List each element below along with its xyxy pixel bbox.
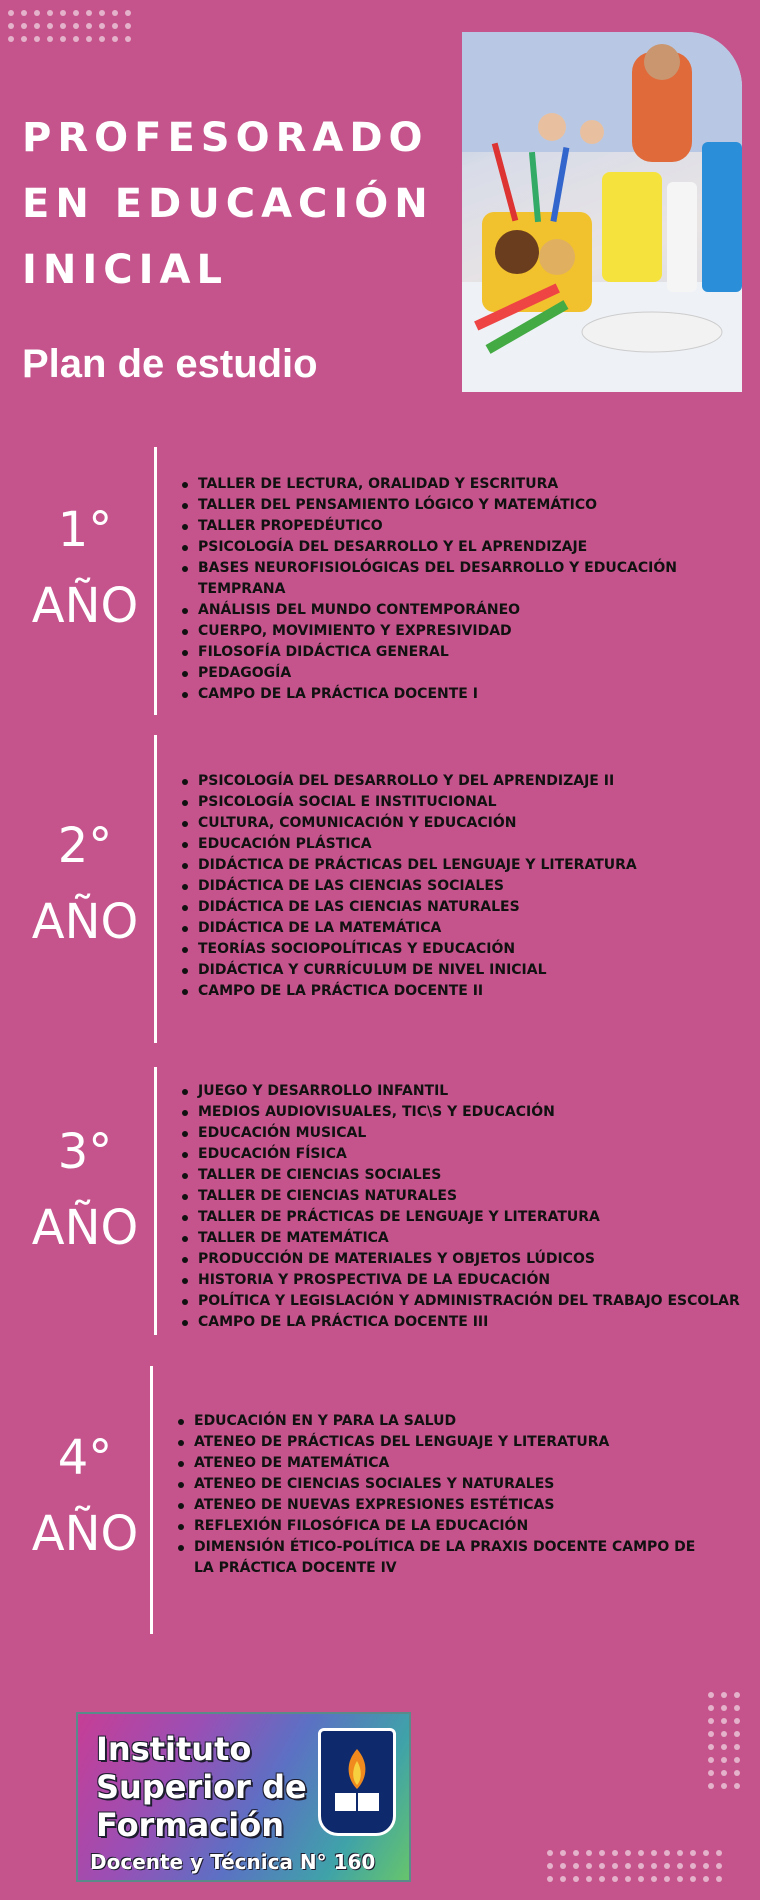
dot [721,1757,727,1763]
subject-item: ANÁLISIS DEL MUNDO CONTEMPORÁNEO [178,600,742,621]
dot [612,1850,618,1856]
dot [734,1692,740,1698]
dot [560,1863,566,1869]
dot [708,1770,714,1776]
subject-item: DIDÁCTICA DE PRÁCTICAS DEL LENGUAJE Y LITERATURA [178,855,742,876]
year-3-label: 3° AÑO [31,1124,139,1256]
dot [599,1876,605,1882]
dot [677,1850,683,1856]
dot [734,1770,740,1776]
subject-item: DIMENSIÓN ÉTICO-POLÍTICA DE LA PRAXIS DOCENTE CAMPO DE LA PRÁCTICA DOCENTE IV [174,1537,714,1579]
dot [625,1876,631,1882]
dot [47,10,53,16]
dot [8,23,14,29]
dot [703,1876,709,1882]
subject-item: DIDÁCTICA DE LAS CIENCIAS SOCIALES [178,876,742,897]
year-3-divider [154,1067,157,1335]
dot [21,36,27,42]
dot [708,1718,714,1724]
page-title [22,105,442,303]
dot [638,1850,644,1856]
subject-item: MEDIOS AUDIOVISUALES, TIC\S Y EDUCACIÓN [178,1102,748,1123]
subject-item: DIDÁCTICA DE LA MATEMÁTICA [178,918,742,939]
dot [708,1757,714,1763]
dot [625,1863,631,1869]
dot [677,1863,683,1869]
dot [86,23,92,29]
dot [734,1731,740,1737]
dot [21,10,27,16]
dot [34,23,40,29]
subject-item: DIDÁCTICA Y CURRÍCULUM DE NIVEL INICIAL [178,960,742,981]
dot [8,36,14,42]
subject-item: CAMPO DE LA PRÁCTICA DOCENTE II [178,981,742,1002]
dot [34,10,40,16]
logo-name: Instituto Superior de Formación [96,1730,307,1844]
dot [708,1731,714,1737]
subject-item: JUEGO Y DESARROLLO INFANTIL [178,1081,748,1102]
dot [651,1850,657,1856]
subject-item: ATENEO DE CIENCIAS SOCIALES Y NATURALES [174,1474,714,1495]
dot [599,1863,605,1869]
subject-item: PSICOLOGÍA DEL DESARROLLO Y DEL APRENDIZAJE II [178,771,742,792]
year-2-label: 2° AÑO [31,818,139,950]
dot [664,1876,670,1882]
dot [86,36,92,42]
dot [690,1850,696,1856]
dot [721,1692,727,1698]
dot [664,1850,670,1856]
dot [721,1718,727,1724]
dot [638,1863,644,1869]
dot [721,1705,727,1711]
dot [99,10,105,16]
subject-item: PEDAGOGÍA [178,663,742,684]
dot [73,23,79,29]
dot [690,1876,696,1882]
subject-item: EDUCACIÓN EN Y PARA LA SALUD [174,1411,714,1432]
subject-item: CULTURA, COMUNICACIÓN Y EDUCACIÓN [178,813,742,834]
institute-logo [76,1712,411,1882]
year-3-subject-list [178,1081,748,1333]
dot [547,1876,553,1882]
classroom-photo [462,32,742,392]
dot [599,1850,605,1856]
title-line-3: INICIAL [22,247,228,293]
dot [703,1863,709,1869]
dot [612,1876,618,1882]
year-1-label: 1° AÑO [31,502,139,634]
title-line-2: EN EDUCACIÓN [22,181,434,227]
dot [734,1705,740,1711]
dot [547,1863,553,1869]
dot [99,23,105,29]
subject-item: REFLEXIÓN FILOSÓFICA DE LA EDUCACIÓN [174,1516,714,1537]
subject-item: EDUCACIÓN MUSICAL [178,1123,748,1144]
subject-item: HISTORIA Y PROSPECTIVA DE LA EDUCACIÓN [178,1270,748,1291]
dot [716,1876,722,1882]
dot [60,36,66,42]
dot [47,36,53,42]
dot [34,36,40,42]
dot [560,1876,566,1882]
decorative-dots-bottom-right [547,1850,722,1882]
logo-subtitle: Docente y Técnica N° 160 [90,1850,376,1874]
dot [721,1744,727,1750]
dot [73,10,79,16]
dot [703,1850,709,1856]
subject-item: PSICOLOGÍA SOCIAL E INSTITUCIONAL [178,792,742,813]
dot [721,1770,727,1776]
subject-item: PSICOLOGÍA DEL DESARROLLO Y EL APRENDIZAJE [178,537,742,558]
subject-item: DIDÁCTICA DE LAS CIENCIAS NATURALES [178,897,742,918]
subject-item: TALLER DE MATEMÁTICA [178,1228,748,1249]
dot [721,1783,727,1789]
subject-item: POLÍTICA Y LEGISLACIÓN Y ADMINISTRACIÓN DEL TRABAJO ESCOLAR [178,1291,748,1312]
dot [47,23,53,29]
dot [125,10,131,16]
dot [86,10,92,16]
dot [708,1692,714,1698]
dot [677,1876,683,1882]
dot [708,1744,714,1750]
dot [73,36,79,42]
subject-item: EDUCACIÓN FÍSICA [178,1144,748,1165]
dot [651,1863,657,1869]
title-line-1: PROFESORADO [22,115,429,161]
dot [716,1850,722,1856]
subject-item: ATENEO DE PRÁCTICAS DEL LENGUAJE Y LITERATURA [174,1432,714,1453]
subject-item: CAMPO DE LA PRÁCTICA DOCENTE III [178,1312,748,1333]
dot [716,1863,722,1869]
year-1-subject-list [178,474,742,705]
subject-item: TALLER DEL PENSAMIENTO LÓGICO Y MATEMÁTICO [178,495,742,516]
dot [125,36,131,42]
year-1-divider [154,447,157,715]
dot [586,1876,592,1882]
subject-item: TALLER DE PRÁCTICAS DE LENGUAJE Y LITERATURA [178,1207,748,1228]
dot [638,1876,644,1882]
subject-item: TEORÍAS SOCIOPOLÍTICAS Y EDUCACIÓN [178,939,742,960]
dot [708,1705,714,1711]
dot [721,1731,727,1737]
dot [60,23,66,29]
dot [734,1744,740,1750]
subject-item: ATENEO DE MATEMÁTICA [174,1453,714,1474]
dot [734,1757,740,1763]
subject-item: TALLER DE LECTURA, ORALIDAD Y ESCRITURA [178,474,742,495]
subject-item: PRODUCCIÓN DE MATERIALES Y OBJETOS LÚDICOS [178,1249,748,1270]
subject-item: TALLER DE CIENCIAS NATURALES [178,1186,748,1207]
year-4-label: 4° AÑO [31,1430,139,1562]
dot [690,1863,696,1869]
dot [664,1863,670,1869]
dot [573,1850,579,1856]
subject-item: CUERPO, MOVIMIENTO Y EXPRESIVIDAD [178,621,742,642]
dot [112,23,118,29]
dot [8,10,14,16]
dot [547,1850,553,1856]
dot [708,1783,714,1789]
page-subtitle: Plan de estudio [22,342,318,386]
subject-item: EDUCACIÓN PLÁSTICA [178,834,742,855]
year-4-divider [150,1366,153,1634]
dot [99,36,105,42]
subject-item: BASES NEUROFISIOLÓGICAS DEL DESARROLLO Y EDUCACIÓN TEMPRANA [178,558,742,600]
subject-item: TALLER PROPEDÉUTICO [178,516,742,537]
dot [651,1876,657,1882]
subject-item: ATENEO DE NUEVAS EXPRESIONES ESTÉTICAS [174,1495,714,1516]
decorative-dots-top-left [8,10,131,42]
subject-item: CAMPO DE LA PRÁCTICA DOCENTE I [178,684,742,705]
dot [112,10,118,16]
dot [560,1850,566,1856]
dot [625,1850,631,1856]
dot [612,1863,618,1869]
subject-item: FILOSOFÍA DIDÁCTICA GENERAL [178,642,742,663]
dot [586,1863,592,1869]
dot [734,1783,740,1789]
dot [125,23,131,29]
dot [60,10,66,16]
dot [586,1850,592,1856]
dot [734,1718,740,1724]
decorative-dots-right [708,1692,740,1789]
dot [573,1863,579,1869]
dot [21,23,27,29]
year-2-divider [154,735,157,1043]
dot [112,36,118,42]
subject-item: TALLER DE CIENCIAS SOCIALES [178,1165,748,1186]
year-4-subject-list [174,1411,714,1579]
torch-emblem-icon [318,1728,396,1836]
year-2-subject-list [178,771,742,1002]
dot [573,1876,579,1882]
